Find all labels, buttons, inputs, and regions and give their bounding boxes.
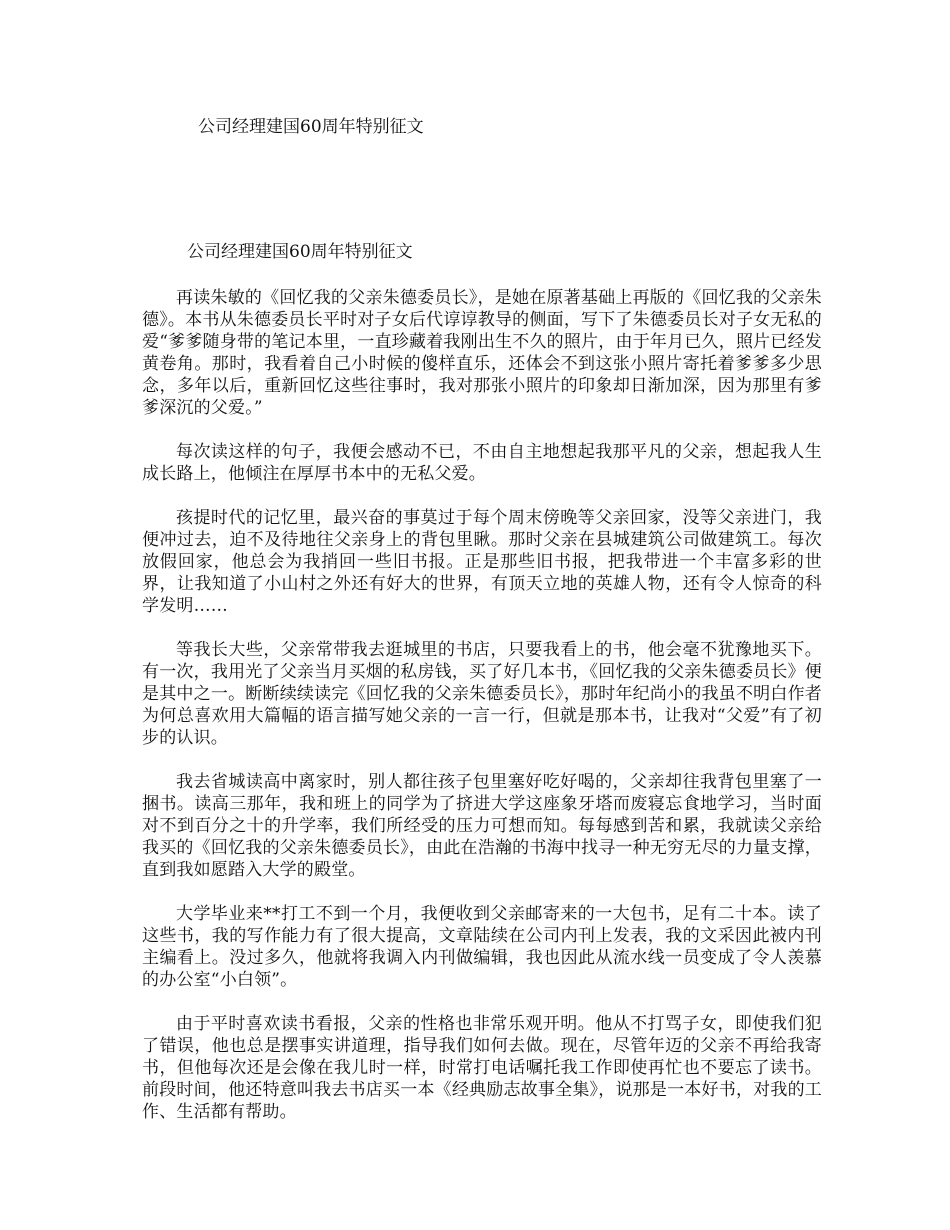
page-header-title: 公司经理建国60周年特别征文 <box>198 117 424 137</box>
article-title: 公司经理建国60周年特别征文 <box>187 242 413 262</box>
paragraph: 大学毕业来**打工不到一个月，我便收到父亲邮寄来的一大包书，足有二十本。读了这些书，我的写作能力有了很大提高，文章陆续在公司内刊上发表，我的文采因此被内刊主编看上。没过多久，他就将我调入内刊做编辑，我也因此从流水线一员变成了令人羡慕的办公室“小白领”。 <box>142 904 822 990</box>
paragraph: 孩提时代的记忆里，最兴奋的事莫过于每个周末傍晚等父亲回家，没等父亲进门，我便冲过去，迫不及待地往父亲身上的背包里瞅。那时父亲在县城建筑公司做建筑工。每次放假回家，他总会为我捎回一些旧书报。正是那些旧书报，把我带进一个丰富多彩的世界，让我知道了小山村之外还有好大的世界，有顶天立地的英雄人物，还有令人惊奇的科学发明…… <box>142 508 822 616</box>
paragraph: 再读朱敏的《回忆我的父亲朱德委员长》，是她在原著基础上再版的《回忆我的父亲朱德》。本书从朱德委员长平时对子女后代谆谆教导的侧面，写下了朱德委员长对子女无私的爱“爹爹随身带的笔记本里，一直珍藏着我刚出生不久的照片，由于年月已久，照片已经发黄卷角。那时，我看着自己小时候的傻样直乐，还体会不到这张小照片寄托着爹爹多少思念，多年以后，重新回忆这些往事时，我对那张小照片的印象却日渐加深，因为那里有爹爹深沉的父爱。” <box>142 288 822 418</box>
article-body <box>142 241 822 1145</box>
paragraph: 我去省城读高中离家时，别人都往孩子包里塞好吃好喝的，父亲却往我背包里塞了一捆书。读高三那年，我和班上的同学为了挤进大学这座象牙塔而废寝忘食地学习，当时面对不到百分之十的升学率，我们所经受的压力可想而知。每每感到苦和累，我就读父亲给我买的《回忆我的父亲朱德委员长》，由此在浩瀚的书海中找寻一种无穷无尽的力量支撑，直到我如愿踏入大学的殿堂。 <box>142 772 822 880</box>
paragraph: 每次读这样的句子，我便会感动不已，不由自主地想起我那平凡的父亲，想起我人生成长路上，他倾注在厚厚书本中的无私父爱。 <box>142 442 822 484</box>
paragraph: 等我长大些，父亲常带我去逛城里的书店，只要我看上的书，他会毫不犹豫地买下。有一次，我用光了父亲当月买烟的私房钱，买了好几本书，《回忆我的父亲朱德委员长》便是其中之一。断断续续读完《回忆我的父亲朱德委员长》，那时年纪尚小的我虽不明白作者为何总喜欢用大篇幅的语言描写她父亲的一言一行，但就是那本书，让我对“父爱”有了初步的认识。 <box>142 640 822 748</box>
paragraph: 由于平时喜欢读书看报，父亲的性格也非常乐观开明。他从不打骂子女，即使我们犯了错误，他也总是摆事实讲道理，指导我们如何去做。现在，尽管年迈的父亲不再给我寄书，但他每次还是会像在我儿时一样，时常打电话嘱托我工作即使再忙也不要忘了读书。前段时间，他还特意叫我去书店买一本《经典励志故事全集》，说那是一本好书，对我的工作、生活都有帮助。 <box>142 1014 822 1122</box>
